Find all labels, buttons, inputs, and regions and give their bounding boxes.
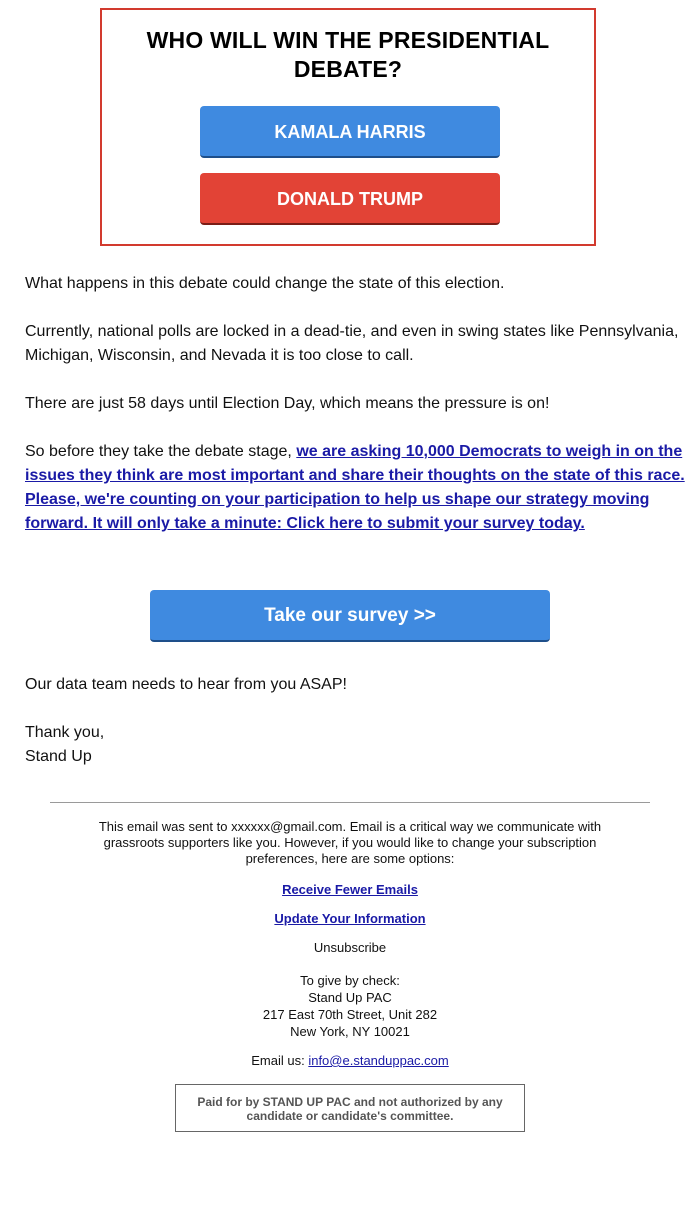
urgency-paragraph: Our data team needs to hear from you ASAP! bbox=[25, 676, 347, 693]
signature: Stand Up bbox=[25, 748, 92, 765]
city-address: New York, NY 10021 bbox=[290, 1024, 410, 1039]
survey-ask-prefix: So before they take the debate stage, bbox=[25, 443, 297, 460]
intro-paragraph: What happens in this debate could change the state of this election. bbox=[25, 275, 505, 292]
kamala-harris-button[interactable]: KAMALA HARRIS bbox=[200, 106, 500, 158]
contact-email-link[interactable]: info@e.standuppac.com bbox=[308, 1053, 449, 1068]
update-information-link[interactable]: Update Your Information bbox=[274, 911, 426, 926]
org-name: Stand Up PAC bbox=[308, 990, 392, 1005]
survey-inline-link[interactable]: we are asking 10,000 Democrats to weigh in on the issues they think are most important and share their thoughts on the state of this race. Please, we're counting on your participation to help us shape our strategy moving forward. It will only take a minute: Click here to submit your survey today. bbox=[25, 443, 685, 532]
poll-title-line2: DEBATE? bbox=[293, 56, 403, 82]
poll-title-line1: WHO WILL WIN THE PRESIDENTIAL bbox=[146, 27, 550, 53]
footer-divider bbox=[50, 802, 650, 803]
polls-paragraph: Currently, national polls are locked in a dead-tie, and even in swing states like Pennsylvania, Michigan, Wisconsin, and Nevada it is too close to call. bbox=[25, 323, 679, 364]
poll-title bbox=[102, 26, 594, 84]
signoff-text: Thank you, bbox=[25, 724, 105, 741]
receive-fewer-emails-link[interactable]: Receive Fewer Emails bbox=[282, 882, 418, 897]
contact-email bbox=[50, 1053, 650, 1069]
countdown-paragraph: There are just 58 days until Election Day, which means the pressure is on! bbox=[25, 395, 550, 412]
update-info-item bbox=[50, 911, 650, 927]
email-label: Email us: bbox=[251, 1053, 309, 1068]
paid-for-disclaimer: Paid for by STAND UP PAC and not authorized by any candidate or candidate's committee. bbox=[175, 1084, 525, 1132]
survey-ask-paragraph bbox=[25, 440, 685, 536]
donald-trump-button[interactable]: DONALD TRUMP bbox=[200, 173, 500, 225]
fewer-emails-item bbox=[50, 882, 650, 898]
subscription-notice: This email was sent to xxxxxx@gmail.com. Email is a critical way we communicate with grassroots supporters like you. However, if you would like to change your subscription preferences, here are some options: bbox=[98, 819, 602, 866]
take-survey-button[interactable]: Take our survey >> bbox=[150, 590, 550, 642]
mailing-address bbox=[50, 972, 650, 1040]
debate-poll-box bbox=[100, 8, 596, 246]
unsubscribe-link[interactable]: Unsubscribe bbox=[313, 940, 387, 955]
street-address: 217 East 70th Street, Unit 282 bbox=[262, 1007, 438, 1022]
check-label: To give by check: bbox=[300, 973, 400, 988]
signoff bbox=[25, 721, 685, 769]
